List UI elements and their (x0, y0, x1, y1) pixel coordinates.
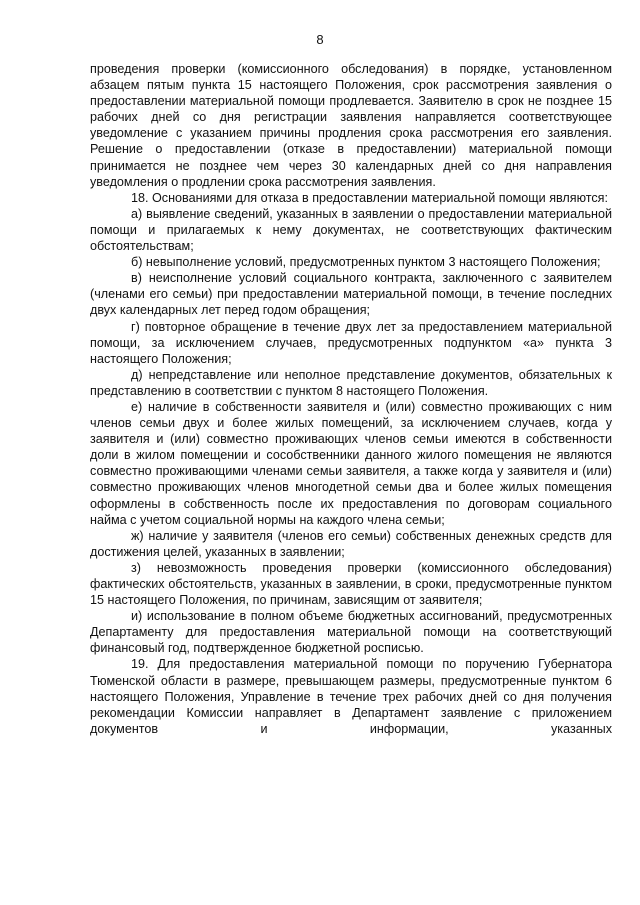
paragraph-item-19: 19. Для предоставления материальной помощи по поручению Губернатора Тюменской области в размере, превышающем размеры, предусмотренные пунктом 6 настоящего Положения, Управление в течение трех рабочих дней со дня получения рекомендации Комиссии направляет в Департамент заявление с приложением документов и информации, указанных (90, 657, 612, 736)
paragraph-subitem-v: в) неисполнение условий социального контракта, заключенного с заявителем (членами его семьи) при предоставлении материальной помощи, в течение последних двух календарных лет перед годом обращения; (90, 271, 612, 318)
paragraph-subitem-g: г) повторное обращение в течение двух лет за предоставлением материальной помощи, за исключением случаев, предусмотренных подпунктом «а» пункта 3 настоящего Положения; (90, 319, 612, 366)
paragraph-subitem-e: е) наличие в собственности заявителя и (или) совместно проживающих с ним членов семьи двух и более жилых помещений, за исключением случаев, когда у заявителя и (или) совместно проживающих членов семьи имеются в собственности доли в жилом помещении и сособственники данного жилого помещения не являются совместно проживающими членами семьи заявителя, а также когда у заявителя и (или) совместно проживающих членов многодетной семьи два и более жилых помещения оформлены в собственность после их предоставления по договорам социального найма с учетом социальной нормы на каждого члена семьи; (90, 399, 612, 527)
document-body (90, 61, 612, 737)
page-number: 8 (316, 32, 324, 47)
paragraph-subitem-b: б) невыполнение условий, предусмотренных пунктом 3 настоящего Положения; (131, 255, 601, 270)
paragraph-subitem-z: з) невозможность проведения проверки (комиссионного обследования) фактических обстоятельств, указанных в заявлении, в сроки, предусмотренные пунктом 15 настоящего Положения, по причинам, зависящим от заявителя; (90, 560, 612, 608)
paragraph-subitem-zh: ж) наличие у заявителя (членов его семьи) собственных денежных средств для достижения целей, указанных в заявлении; (90, 528, 612, 559)
paragraph-item-18: 18. Основаниями для отказа в предоставлении материальной помощи являются: (131, 190, 608, 205)
paragraph-continuation: проведения проверки (комиссионного обследования) в порядке, установленном абзацем пятым пункта 15 настоящего Положения, срок рассмотрения заявления о предоставлении материальной помощи продлевается. Заявителю в срок не позднее 15 рабочих дней со дня регистрации заявления направляется соответствующее уведомление с указанием причины продления срока рассмотрения его заявления. Решение о предоставлении (отказе в предоставлении) материальной помощи принимается не позднее чем через 30 календарных дней со дня направления уведомления о продлении срока рассмотрения заявления. (90, 62, 612, 189)
paragraph-subitem-d: д) непредставление или неполное представление документов, обязательных к представлению в соответствии с пунктом 8 настоящего Положения. (90, 367, 612, 398)
paragraph-subitem-a: а) выявление сведений, указанных в заявлении о предоставлении материальной помощи и прилагаемых к нему документах, не соответствующих фактическим обстоятельствам; (90, 206, 612, 254)
paragraph-subitem-i: и) использование в полном объеме бюджетных ассигнований, предусмотренных Департаменту для предоставления материальной помощи на соответствующий финансовый год, подтвержденное бюджетной росписью. (90, 609, 612, 656)
